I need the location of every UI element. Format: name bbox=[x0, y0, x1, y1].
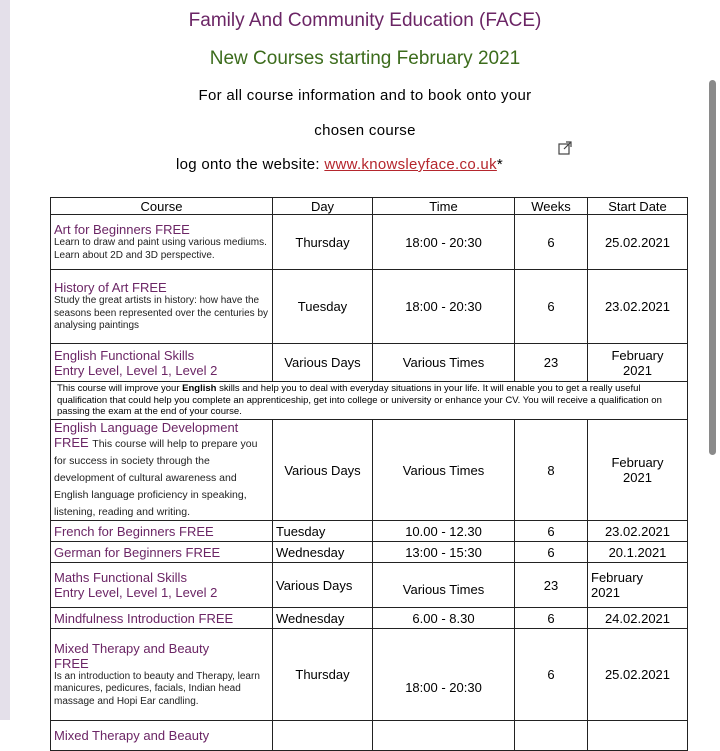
course-cell bbox=[51, 215, 273, 270]
time-cell: 18:00 - 20:30 bbox=[373, 270, 515, 344]
time-cell: 6.00 - 8.30 bbox=[373, 608, 515, 629]
weeks-cell: 6 bbox=[515, 629, 588, 721]
day-cell bbox=[273, 721, 373, 751]
course-cell bbox=[51, 542, 273, 563]
day-cell: Various Days bbox=[273, 344, 373, 382]
course-description: Study the great artists in history: how have the seasons been represented over the centuries by analysing paintings bbox=[54, 295, 269, 332]
course-cell bbox=[51, 270, 273, 344]
course-name: Mindfulness Introduction FREE bbox=[54, 610, 234, 626]
note-text-2: skills and help you to deal with everyday situations in your life. It will enable you to get a really useful qualification that could help you complete an apprenticeship, get into college or university or enhance your CV. You will receive a qualification on passing the exam at the end of your course. bbox=[57, 383, 662, 418]
weeks-cell: 6 bbox=[515, 542, 588, 563]
course-name-text: English Language Development FREE bbox=[54, 420, 239, 450]
english-course-note bbox=[51, 382, 688, 420]
table-row bbox=[51, 721, 688, 751]
start-date-cell: 25.02.2021 bbox=[588, 629, 688, 721]
start-date-cell: 24.02.2021 bbox=[588, 608, 688, 629]
weeks-cell: 6 bbox=[515, 608, 588, 629]
day-cell: Wednesday bbox=[273, 608, 373, 629]
table-row bbox=[51, 521, 688, 542]
weeks-cell: 6 bbox=[515, 270, 588, 344]
table-row bbox=[51, 542, 688, 563]
col-header-start-date: Start Date bbox=[588, 198, 688, 215]
course-cell bbox=[51, 563, 273, 608]
table-row bbox=[51, 420, 688, 521]
info-line-3-prefix: log onto the website: bbox=[176, 156, 325, 173]
start-year: 2021 bbox=[623, 362, 652, 378]
start-month: February bbox=[611, 455, 664, 470]
course-cell bbox=[51, 521, 273, 542]
time-cell: Various Times bbox=[373, 563, 515, 608]
courses-table bbox=[50, 197, 688, 751]
course-name: History of Art FREE bbox=[54, 280, 167, 296]
note-text-bold: English bbox=[182, 383, 217, 395]
course-cell bbox=[51, 629, 273, 721]
info-line-1: For all course information and to book onto your bbox=[198, 87, 532, 104]
table-row bbox=[51, 563, 688, 608]
course-note-row bbox=[51, 382, 688, 420]
weeks-cell: 23 bbox=[515, 344, 588, 382]
col-header-day: Day bbox=[273, 198, 373, 215]
page-subtitle: New Courses starting February 2021 bbox=[209, 48, 521, 69]
col-header-course: Course bbox=[51, 198, 273, 215]
time-cell: 18:00 - 20:30 bbox=[373, 629, 515, 721]
weeks-cell: 23 bbox=[515, 563, 588, 608]
course-name: Mixed Therapy and Beauty bbox=[54, 640, 210, 656]
table-row bbox=[51, 608, 688, 629]
start-year: 2021 bbox=[623, 470, 652, 485]
info-line-2: chosen course bbox=[314, 122, 416, 139]
start-date-cell: 23.02.2021 bbox=[588, 521, 688, 542]
start-month: February bbox=[591, 570, 644, 585]
col-header-weeks: Weeks bbox=[515, 198, 588, 215]
day-cell: Thursday bbox=[273, 629, 373, 721]
day-cell: Thursday bbox=[273, 215, 373, 270]
course-name: Mixed Therapy and Beauty bbox=[54, 728, 210, 743]
course-cell bbox=[51, 608, 273, 629]
day-cell: Various Days bbox=[273, 563, 373, 608]
start-date-cell: 25.02.2021 bbox=[588, 215, 688, 270]
weeks-cell: 8 bbox=[515, 420, 588, 521]
weeks-cell: 6 bbox=[515, 215, 588, 270]
time-cell bbox=[373, 721, 515, 751]
time-cell: 10.00 - 12.30 bbox=[373, 521, 515, 542]
time-cell: Various Times bbox=[373, 420, 515, 521]
course-cell bbox=[51, 344, 273, 382]
course-description: Is an introduction to beauty and Therapy, learn manicures, pedicures, facials, Indian head massage and Hopi Ear candling. bbox=[54, 670, 260, 707]
course-cell bbox=[51, 420, 273, 521]
start-date-cell: 23.02.2021 bbox=[588, 270, 688, 344]
time-cell: Various Times bbox=[373, 344, 515, 382]
note-text-1: This course will improve your bbox=[57, 383, 183, 395]
course-cell bbox=[51, 721, 273, 751]
day-cell: Tuesday bbox=[273, 270, 373, 344]
day-cell: Various Days bbox=[273, 420, 373, 521]
start-year: 2021 bbox=[591, 585, 620, 600]
table-row bbox=[51, 629, 688, 721]
left-edge-bar bbox=[0, 0, 10, 720]
col-header-time: Time bbox=[373, 198, 515, 215]
page-title: Family And Community Education (FACE) bbox=[188, 10, 542, 31]
external-link-icon[interactable] bbox=[558, 141, 572, 155]
weeks-cell: 6 bbox=[515, 521, 588, 542]
course-name: Maths Functional Skills bbox=[54, 570, 187, 585]
course-name: English Functional Skills bbox=[54, 347, 195, 363]
start-date-cell bbox=[588, 420, 688, 521]
course-name: French for Beginners FREE bbox=[54, 523, 214, 539]
website-link[interactable]: www.knowsleyface.co.uk bbox=[324, 156, 497, 173]
course-name: German for Beginners FREE bbox=[54, 544, 221, 560]
table-row bbox=[51, 344, 688, 382]
start-date-cell bbox=[588, 563, 688, 608]
course-name bbox=[54, 420, 269, 520]
time-cell: 13:00 - 15:30 bbox=[373, 542, 515, 563]
course-description: This course will help to prepare you for success in society through the development of cultural awareness and English language proficiency in speaking, listening, reading and writing. bbox=[54, 438, 258, 518]
course-name: Art for Beginners FREE bbox=[54, 222, 190, 237]
start-date-cell bbox=[588, 344, 688, 382]
start-month: February bbox=[611, 347, 664, 363]
course-name-suffix: FREE bbox=[54, 655, 89, 671]
course-levels: Entry Level, Level 1, Level 2 bbox=[54, 362, 218, 378]
table-header-row bbox=[51, 198, 688, 215]
course-description: Learn to draw and paint using various mediums. Learn about 2D and 3D perspective. bbox=[54, 237, 267, 261]
weeks-cell bbox=[515, 721, 588, 751]
start-date-cell: 20.1.2021 bbox=[588, 542, 688, 563]
link-asterisk: * bbox=[496, 156, 504, 173]
course-levels: Entry Level, Level 1, Level 2 bbox=[54, 585, 218, 600]
day-cell: Tuesday bbox=[273, 521, 373, 542]
table-row bbox=[51, 215, 688, 270]
table-row bbox=[51, 270, 688, 344]
time-cell: 18:00 - 20:30 bbox=[373, 215, 515, 270]
info-line-3 bbox=[176, 156, 503, 173]
day-cell: Wednesday bbox=[273, 542, 373, 563]
start-date-cell bbox=[588, 721, 688, 751]
